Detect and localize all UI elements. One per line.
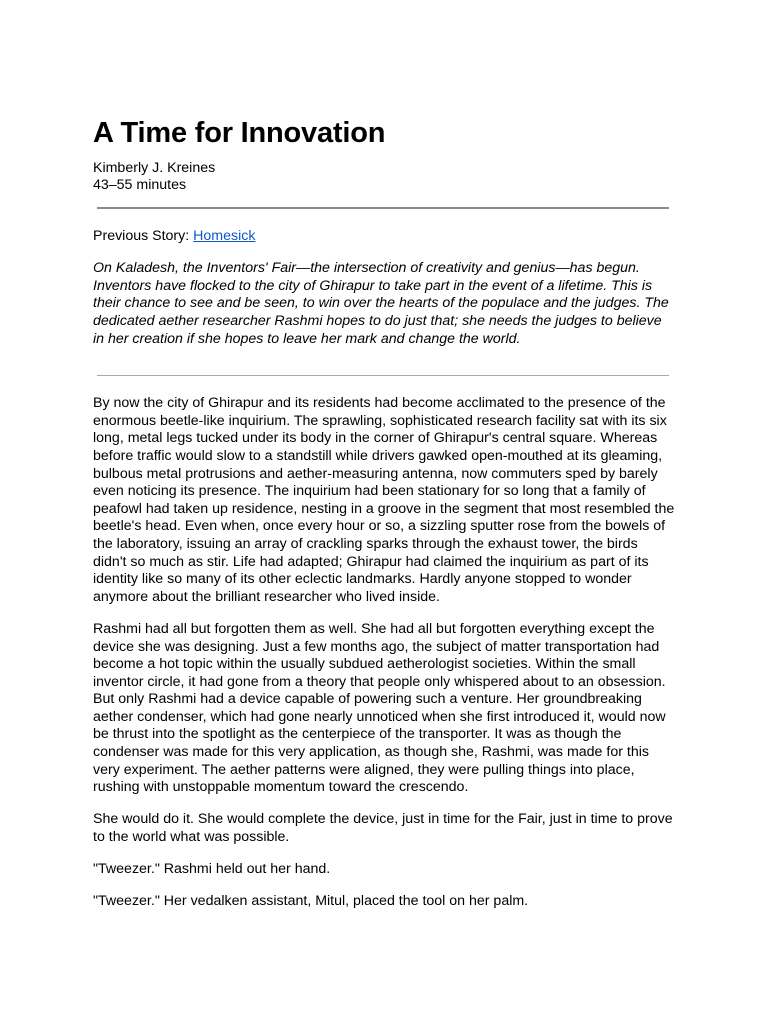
article-title: A Time for Innovation — [93, 117, 386, 149]
author-name: Kimberly J. Kreines — [93, 160, 216, 176]
body-paragraph: Rashmi had all but forgotten them as well. She had all but forgotten everything except the device she was designing. Just a few months ago, the subject of matter transportation had become a hot topic within the usually subdued aetherologist societies. Within the small inventor circle, it had gone from a theory that people only whispered about to an obsession. But only Rashmi had a device capable of powering such a venture. Her groundbreaking aether condenser, which had gone nearly unnoticed when she first introduced it, would now be thrust into the spotlight as the centerpiece of the transporter. It was as though the condenser was made for this very application, as though she, Rashmi, was made for this very experiment. The aether patterns were aligned, they were pulling things into place, rushing with unstoppable momentum toward the crescendo. — [93, 620, 666, 796]
body-paragraph: By now the city of Ghirapur and its residents had become acclimated to the presence of the enormous beetle-like inquirium. The sprawling, sophisticated research facility sat with its six long, metal legs tucked under its body in the corner of Ghirapur's central square. Whereas before traffic would slow to a standstill while drivers gawked open-mouthed at its gleaming, bulbous metal protrusions and aether-measuring antenna, now commuters sped by barely even noticing its presence. The inquirium had been stationary for so long that a family of peafowl had taken up residence, nesting in a groove in the segment that most resembled the beetle's head. Even when, once every hour or so, a sizzling sputter rose from the bowels of the laboratory, issuing an array of crackling sparks through the exhaust tower, the birds didn't so much as stir. Life had adapted; Ghirapur had claimed the inquirium as part of its identity like so many of its other eclectic landmarks. Hardly anyone stopped to wonder anymore about the brilliant researcher who lived inside. — [93, 395, 675, 605]
header-divider — [97, 207, 669, 209]
previous-story-link[interactable]: Homesick — [193, 227, 256, 244]
body-paragraph: "Tweezer." Her vedalken assistant, Mitul, placed the tool on her palm. — [93, 893, 529, 910]
intro-divider — [97, 375, 669, 376]
body-paragraph: She would do it. She would complete the device, just in time for the Fair, just in time to prove to the world what was possible. — [93, 811, 673, 846]
previous-story — [93, 228, 675, 245]
article-meta — [93, 160, 675, 195]
body-paragraph: "Tweezer." Rashmi held out her hand. — [93, 861, 331, 878]
article-intro: On Kaladesh, the Inventors' Fair—the intersection of creativity and genius—has begun. Inventors have flocked to the city of Ghirapur to take part in the event of a lifetime. This is their chance to see and be seen, to win over the hearts of the populace and the judges. The dedicated aether researcher Rashmi hopes to do just that; she needs the judges to believe in her creation if she hopes to leave her mark and change the world. — [93, 260, 669, 347]
article — [93, 116, 675, 926]
article-body — [93, 395, 675, 911]
reading-time: 43–55 minutes — [93, 177, 187, 194]
previous-story-label: Previous Story: — [93, 227, 190, 244]
